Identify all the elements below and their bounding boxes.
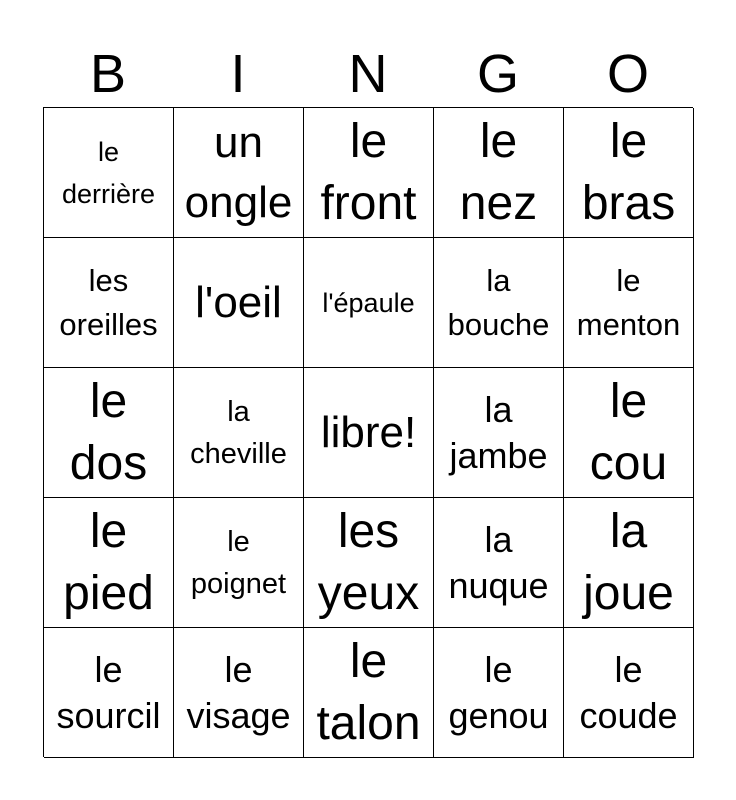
cell-text: le poignet — [190, 525, 287, 600]
cell-text: le sourcil — [56, 648, 161, 736]
cell-text: la nuque — [448, 518, 549, 606]
cell-text: le visage — [186, 648, 291, 736]
bingo-cell — [304, 628, 434, 758]
cell-text: le menton — [576, 262, 681, 342]
cell-text: le derrière — [61, 136, 156, 209]
cell-text: le coude — [579, 648, 678, 736]
bingo-cell — [174, 108, 304, 238]
bingo-cell — [564, 498, 694, 628]
cell-text: le genou — [448, 648, 549, 736]
bingo-cell — [434, 238, 564, 368]
bingo-board — [43, 107, 693, 757]
bingo-cell — [564, 108, 694, 238]
bingo-cell — [434, 498, 564, 628]
bingo-cell — [434, 628, 564, 758]
bingo-cell — [564, 628, 694, 758]
cell-text: la joue — [583, 504, 674, 620]
bingo-cell — [304, 498, 434, 628]
bingo-cell — [434, 108, 564, 238]
cell-text: le front — [320, 114, 417, 230]
bingo-cell — [44, 108, 174, 238]
cell-text: libre! — [320, 407, 417, 457]
bingo-cell — [44, 368, 174, 498]
cell-text: l'oeil — [195, 277, 282, 327]
header-letter-i: I — [230, 44, 246, 104]
bingo-cell — [304, 238, 434, 368]
cell-text: la cheville — [190, 395, 287, 470]
bingo-cell — [174, 628, 304, 758]
bingo-header — [43, 40, 693, 108]
bingo-cell — [564, 238, 694, 368]
cell-text: le bras — [581, 114, 676, 230]
cell-text: les yeux — [317, 504, 420, 620]
bingo-cell — [44, 498, 174, 628]
bingo-cell — [174, 238, 304, 368]
cell-text: le dos — [69, 374, 148, 490]
cell-text: un ongle — [184, 117, 293, 227]
bingo-cell — [304, 108, 434, 238]
bingo-cell — [434, 368, 564, 498]
header-letter-n: N — [348, 44, 388, 104]
cell-text: le pied — [63, 504, 154, 620]
bingo-cell — [564, 368, 694, 498]
cell-text: la jambe — [449, 388, 548, 476]
cell-text: le talon — [316, 634, 421, 750]
cell-text: l'épaule — [322, 287, 415, 318]
bingo-cell — [44, 238, 174, 368]
cell-text: le nez — [459, 114, 538, 230]
bingo-cell — [304, 368, 434, 498]
cell-text: le cou — [589, 374, 668, 490]
cell-text: les oreilles — [59, 262, 158, 342]
header-letter-g: G — [476, 44, 519, 104]
bingo-cell — [174, 368, 304, 498]
bingo-cell — [44, 628, 174, 758]
header-letter-o: O — [606, 44, 649, 104]
bingo-cell — [174, 498, 304, 628]
header-letter-b: B — [89, 44, 127, 104]
cell-text: la bouche — [447, 262, 550, 342]
